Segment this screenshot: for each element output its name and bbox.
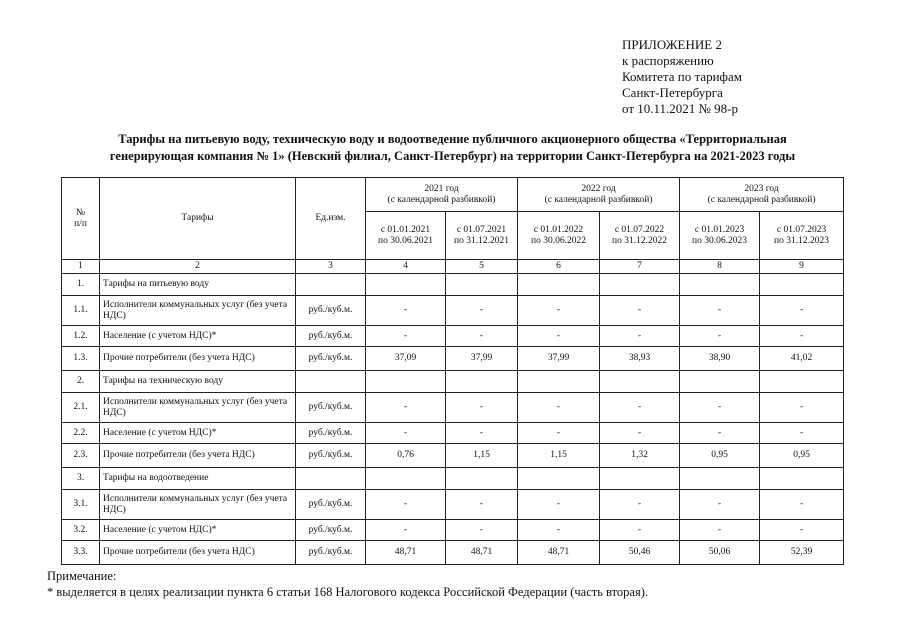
header-year-2022-label: 2022 год xyxy=(581,183,616,194)
tariff-value: - xyxy=(366,296,446,326)
period-from: с 01.01.2022 xyxy=(533,224,584,235)
header-period-6 xyxy=(760,212,844,260)
row-number: 2.1. xyxy=(62,393,100,423)
column-number: 3 xyxy=(296,260,366,274)
row-number: 1.2. xyxy=(62,326,100,347)
section-title: Тарифы на питьевую воду xyxy=(100,274,296,296)
tariff-value: 0,95 xyxy=(680,444,760,468)
empty-cell xyxy=(366,371,446,393)
empty-cell xyxy=(518,468,600,490)
row-number: 2.3. xyxy=(62,444,100,468)
tariff-value: - xyxy=(446,520,518,541)
document-title-line-2: генерирующая компания № 1» (Невский филиал, Санкт-Петербург) на территории Санкт-Петербурга на 2021-2023 годы xyxy=(109,149,796,163)
tariff-name: Население (с учетом НДС)* xyxy=(100,423,296,444)
tariff-value: 0,95 xyxy=(760,444,844,468)
empty-cell xyxy=(366,468,446,490)
tariff-name: Прочие потребители (без учета НДС) xyxy=(100,541,296,565)
section-title: Тарифы на техническую воду xyxy=(100,371,296,393)
tariff-value: 50,46 xyxy=(600,541,680,565)
tariff-value: - xyxy=(760,423,844,444)
tariff-value: - xyxy=(446,490,518,520)
tariff-value: - xyxy=(366,326,446,347)
unit-cell: руб./куб.м. xyxy=(296,326,366,347)
header-period-1 xyxy=(366,212,446,260)
period-from: с 01.01.2023 xyxy=(694,224,745,235)
tariff-value: 50,06 xyxy=(680,541,760,565)
header-tariffs: Тарифы xyxy=(100,178,296,260)
header-year-2023 xyxy=(680,178,844,212)
header-period-4 xyxy=(600,212,680,260)
appendix-block xyxy=(622,37,742,117)
tariff-value: - xyxy=(518,393,600,423)
period-to: по 30.06.2023 xyxy=(692,235,748,246)
empty-cell xyxy=(366,274,446,296)
table-row xyxy=(62,326,844,347)
section-row xyxy=(62,274,844,296)
empty-cell xyxy=(760,371,844,393)
header-year-2022-note: (с календарной разбивкой) xyxy=(544,194,653,205)
column-number: 5 xyxy=(446,260,518,274)
header-year-2022 xyxy=(518,178,680,212)
period-to: по 31.12.2021 xyxy=(454,235,509,246)
tariff-name: Население (с учетом НДС)* xyxy=(100,520,296,541)
period-to: по 30.06.2022 xyxy=(531,235,586,246)
column-number: 4 xyxy=(366,260,446,274)
appendix-order: к распоряжению xyxy=(622,53,714,68)
empty-cell xyxy=(760,468,844,490)
appendix-committee: Комитета по тарифам xyxy=(622,69,742,84)
tariff-value: - xyxy=(600,490,680,520)
tariff-value: 38,90 xyxy=(680,347,760,371)
column-numbers-row xyxy=(62,260,844,274)
tariff-value: 48,71 xyxy=(518,541,600,565)
header-year-2021 xyxy=(366,178,518,212)
period-from: с 01.07.2023 xyxy=(776,224,827,235)
tariff-value: - xyxy=(446,326,518,347)
unit-cell: руб./куб.м. xyxy=(296,520,366,541)
tariff-value: - xyxy=(600,326,680,347)
header-year-2023-label: 2023 год xyxy=(744,183,779,194)
tariff-value: - xyxy=(518,520,600,541)
footnote xyxy=(47,568,648,600)
tariff-value: 1,32 xyxy=(600,444,680,468)
section-title: Тарифы на водоотведение xyxy=(100,468,296,490)
tariff-value: - xyxy=(680,520,760,541)
tariff-value: 0,76 xyxy=(366,444,446,468)
table-row xyxy=(62,423,844,444)
tariff-value: 37,99 xyxy=(446,347,518,371)
tariff-value: 48,71 xyxy=(366,541,446,565)
tariffs-table xyxy=(61,177,844,565)
row-number: 2.2. xyxy=(62,423,100,444)
header-year-2021-label: 2021 год xyxy=(424,183,459,194)
empty-cell xyxy=(518,371,600,393)
tariff-name: Население (с учетом НДС)* xyxy=(100,326,296,347)
tariff-value: - xyxy=(680,296,760,326)
tariffs-body xyxy=(62,274,844,565)
tariff-name: Исполнители коммунальных услуг (без учета НДС) xyxy=(100,393,296,423)
header-period-2 xyxy=(446,212,518,260)
section-number: 3. xyxy=(62,468,100,490)
table-row xyxy=(62,393,844,423)
tariff-value: 48,71 xyxy=(446,541,518,565)
empty-cell xyxy=(680,371,760,393)
empty-cell xyxy=(518,274,600,296)
column-number: 6 xyxy=(518,260,600,274)
section-number: 1. xyxy=(62,274,100,296)
tariff-value: 1,15 xyxy=(446,444,518,468)
column-number: 9 xyxy=(760,260,844,274)
tariff-value: - xyxy=(680,393,760,423)
tariff-value: - xyxy=(518,490,600,520)
empty-cell xyxy=(760,274,844,296)
empty-cell xyxy=(600,468,680,490)
tariff-name: Прочие потребители (без учета НДС) xyxy=(100,444,296,468)
unit-cell: руб./куб.м. xyxy=(296,423,366,444)
document-title xyxy=(60,131,845,165)
section-row xyxy=(62,468,844,490)
footnote-text: * выделяется в целях реализации пункта 6 статьи 168 Налогового кодекса Российской Федерации (часть вторая). xyxy=(47,585,649,599)
tariff-value: 37,99 xyxy=(518,347,600,371)
tariff-value: - xyxy=(680,326,760,347)
tariff-value: - xyxy=(518,326,600,347)
header-period-5 xyxy=(680,212,760,260)
tariff-value: - xyxy=(600,296,680,326)
document-title-line-1: Тарифы на питьевую воду, техническую воду и водоотведение публичного акционерного общества «Территориальная xyxy=(118,132,787,146)
empty-cell xyxy=(680,468,760,490)
period-to: по 30.06.2021 xyxy=(378,235,433,246)
empty-cell xyxy=(446,371,518,393)
header-period-3 xyxy=(518,212,600,260)
section-row xyxy=(62,371,844,393)
tariff-value: - xyxy=(760,326,844,347)
tariff-value: 41,02 xyxy=(760,347,844,371)
header-num-sign: № xyxy=(75,207,86,218)
tariff-value: - xyxy=(518,423,600,444)
empty-cell xyxy=(600,371,680,393)
tariff-value: - xyxy=(366,423,446,444)
tariff-value: - xyxy=(600,393,680,423)
row-number: 3.1. xyxy=(62,490,100,520)
row-number: 1.1. xyxy=(62,296,100,326)
empty-cell xyxy=(446,274,518,296)
period-to: по 31.12.2023 xyxy=(774,235,830,246)
unit-cell: руб./куб.м. xyxy=(296,393,366,423)
appendix-city: Санкт-Петербурга xyxy=(622,85,723,100)
tariff-value: - xyxy=(760,490,844,520)
tariff-value: - xyxy=(518,296,600,326)
table-row xyxy=(62,490,844,520)
table-row xyxy=(62,444,844,468)
tariff-value: - xyxy=(680,490,760,520)
table-row xyxy=(62,296,844,326)
tariff-value: 52,39 xyxy=(760,541,844,565)
tariff-value: - xyxy=(760,520,844,541)
header-num-label: п/п xyxy=(74,218,87,229)
tariff-value: - xyxy=(760,393,844,423)
empty-cell xyxy=(296,371,366,393)
tariff-name: Прочие потребители (без учета НДС) xyxy=(100,347,296,371)
row-number: 3.3. xyxy=(62,541,100,565)
unit-cell: руб./куб.м. xyxy=(296,490,366,520)
unit-cell: руб./куб.м. xyxy=(296,347,366,371)
table-row xyxy=(62,541,844,565)
tariff-value: - xyxy=(446,423,518,444)
row-number: 3.2. xyxy=(62,520,100,541)
header-year-2023-note: (с календарной разбивкой) xyxy=(707,194,816,205)
tariff-value: - xyxy=(760,296,844,326)
tariff-value: 1,15 xyxy=(518,444,600,468)
appendix-date: от 10.11.2021 № 98-р xyxy=(622,101,739,116)
column-number: 2 xyxy=(100,260,296,274)
tariff-value: - xyxy=(600,423,680,444)
column-number: 1 xyxy=(62,260,100,274)
tariff-name: Исполнители коммунальных услуг (без учета НДС) xyxy=(100,296,296,326)
tariff-value: - xyxy=(680,423,760,444)
unit-cell: руб./куб.м. xyxy=(296,444,366,468)
period-from: с 01.07.2021 xyxy=(456,224,507,235)
tariff-name: Исполнители коммунальных услуг (без учета НДС) xyxy=(100,490,296,520)
empty-cell xyxy=(680,274,760,296)
empty-cell xyxy=(600,274,680,296)
row-number: 1.3. xyxy=(62,347,100,371)
empty-cell xyxy=(296,468,366,490)
tariff-value: - xyxy=(366,520,446,541)
table-row xyxy=(62,520,844,541)
tariff-value: 38,93 xyxy=(600,347,680,371)
header-unit: Ед.изм. xyxy=(296,178,366,260)
unit-cell: руб./куб.м. xyxy=(296,541,366,565)
period-to: по 31.12.2022 xyxy=(612,235,667,246)
section-number: 2. xyxy=(62,371,100,393)
empty-cell xyxy=(296,274,366,296)
tariff-value: - xyxy=(446,393,518,423)
period-from: с 01.01.2021 xyxy=(380,224,431,235)
header-year-2021-note: (с календарной разбивкой) xyxy=(387,194,496,205)
empty-cell xyxy=(446,468,518,490)
unit-cell: руб./куб.м. xyxy=(296,296,366,326)
period-from: с 01.07.2022 xyxy=(614,224,665,235)
appendix-number: ПРИЛОЖЕНИЕ 2 xyxy=(622,37,722,52)
table-row xyxy=(62,347,844,371)
footnote-label: Примечание: xyxy=(47,569,117,583)
tariff-value: - xyxy=(366,393,446,423)
tariff-value: - xyxy=(600,520,680,541)
tariff-value: - xyxy=(446,296,518,326)
tariff-value: 37,09 xyxy=(366,347,446,371)
column-number: 8 xyxy=(680,260,760,274)
tariff-value: - xyxy=(366,490,446,520)
column-number: 7 xyxy=(600,260,680,274)
header-num xyxy=(62,178,100,260)
